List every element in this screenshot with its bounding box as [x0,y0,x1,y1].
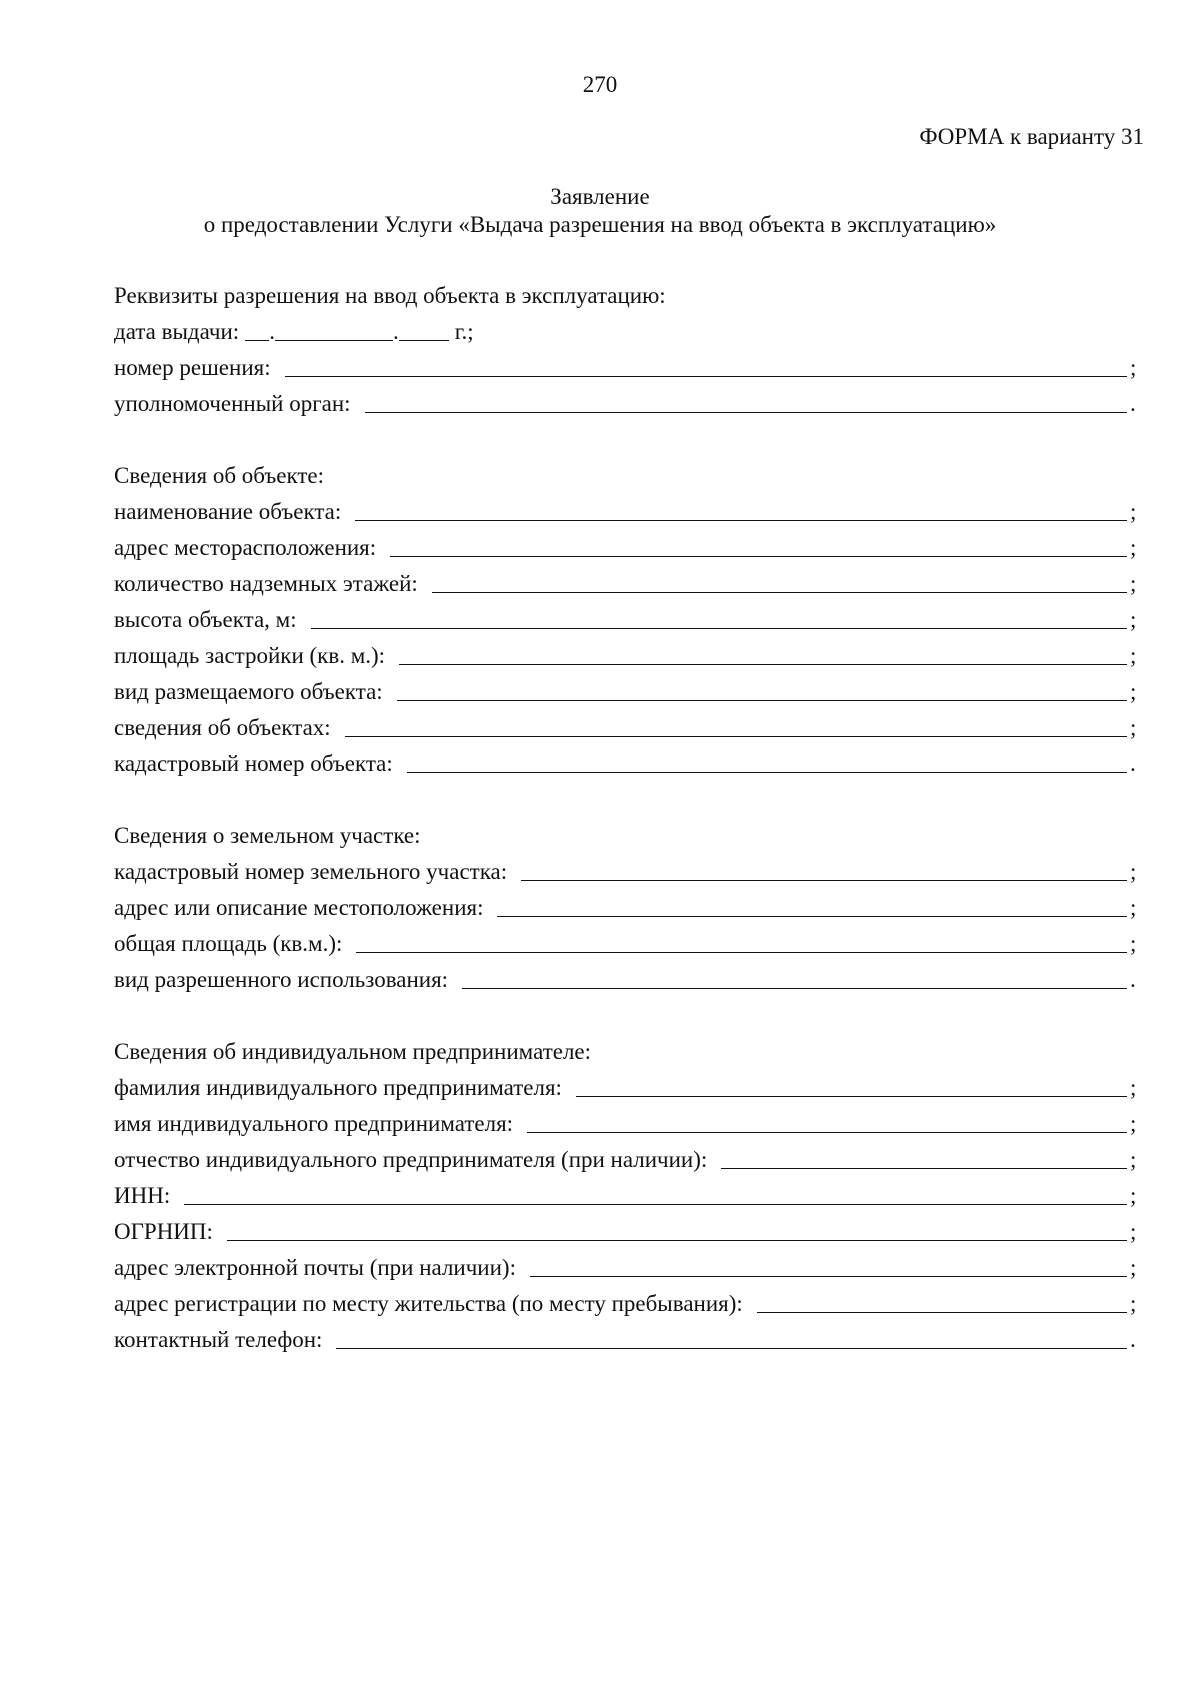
field-label: вид разрешенного использования: [114,967,449,992]
land-address-field[interactable] [497,916,1127,917]
field-label: ИНН: [114,1183,171,1208]
row-end-mark: ; [1130,355,1137,380]
date-separator: . [392,319,399,344]
form-row-land-area [114,926,1138,962]
row-end-mark: ; [1130,715,1137,740]
row-end-mark: . [1130,1327,1136,1352]
form-row-land-address [114,890,1138,926]
permitted-use-field[interactable] [462,988,1127,989]
phone-field[interactable] [336,1348,1127,1349]
form-row-objects-info [114,710,1138,746]
row-end-mark: ; [1130,571,1137,596]
row-end-mark: ; [1130,643,1137,668]
row-end-mark: ; [1130,1147,1137,1172]
field-label: высота объекта, м: [114,607,297,632]
field-label: общая площадь (кв.м.): [114,931,343,956]
form-row-floors [114,566,1138,602]
object-cadastral-field[interactable] [407,772,1127,773]
row-end-mark: ; [1130,859,1137,884]
decision-number-field[interactable] [285,376,1127,377]
field-label: площадь застройки (кв. м.): [114,643,386,668]
section-header: Сведения об объекте: [114,463,325,488]
form-row-object-name [114,494,1138,530]
issue-date-label: дата выдачи: [114,319,240,344]
row-end-mark: . [1130,967,1136,992]
form-row-object-address [114,530,1138,566]
building-area-field[interactable] [399,664,1127,665]
first-name-field[interactable] [527,1132,1127,1133]
field-label: наименование объекта: [114,499,342,524]
authority-field[interactable] [365,412,1127,413]
issue-date-year-field[interactable] [399,340,449,341]
form-row-inn [114,1178,1138,1214]
form-row-building-area [114,638,1138,674]
issue-date-suffix: г.; [454,319,474,344]
row-end-mark: ; [1130,1291,1137,1316]
land-area-field[interactable] [356,952,1127,953]
row-end-mark: . [1130,391,1136,416]
field-label: кадастровый номер объекта: [114,751,393,776]
row-end-mark: ; [1130,931,1137,956]
form-row-permitted-use [114,962,1138,998]
row-end-mark: ; [1130,679,1137,704]
land-cadastral-field[interactable] [521,880,1127,881]
form-row-authority [114,386,1138,422]
section-header: Сведения о земельном участке: [114,823,421,848]
floors-field[interactable] [432,592,1127,593]
row-end-mark: ; [1130,535,1137,560]
row-end-mark: ; [1130,1219,1137,1244]
page-number: 270 [582,72,618,97]
row-end-mark: ; [1130,895,1137,920]
form-row-first-name [114,1106,1138,1142]
issue-date-row [114,314,1138,350]
field-label: вид размещаемого объекта: [114,679,383,704]
height-field[interactable] [311,628,1127,629]
field-label: отчество индивидуального предпринимателя (при наличии): [114,1147,708,1172]
field-label: адрес регистрации по месту жительства (по месту пребывания): [114,1291,743,1316]
field-label: контактный телефон: [114,1327,323,1352]
object-type-field[interactable] [397,700,1127,701]
field-label: сведения об объектах: [114,715,331,740]
field-label: адрес или описание местоположения: [114,895,484,920]
field-label: фамилия индивидуального предпринимателя: [114,1075,562,1100]
row-end-mark: ; [1130,1255,1137,1280]
row-end-mark: ; [1130,499,1137,524]
form-row-email [114,1250,1138,1286]
form-variant-label: ФОРМА к варианту 31 [919,124,1144,149]
row-end-mark: ; [1130,1075,1137,1100]
row-end-mark: ; [1130,607,1137,632]
row-end-mark: ; [1130,1183,1137,1208]
inn-field[interactable] [184,1204,1127,1205]
field-label: уполномоченный орган: [114,391,351,416]
object-address-field[interactable] [390,556,1127,557]
form-row-registration-address [114,1286,1138,1322]
field-label: ОГРНИП: [114,1219,213,1244]
form-body [114,278,1138,1394]
section-header: Реквизиты разрешения на ввод объекта в эксплуатацию: [114,283,666,308]
ogrnip-field[interactable] [227,1240,1127,1241]
form-row-decision-number [114,350,1138,386]
form-row-height [114,602,1138,638]
form-row-phone [114,1322,1138,1358]
document-title [0,183,1200,239]
row-end-mark: ; [1130,1111,1137,1136]
issue-date-day-field[interactable] [245,340,269,341]
row-end-mark: . [1130,751,1136,776]
objects-info-field[interactable] [345,736,1127,737]
form-row-ogrnip [114,1214,1138,1250]
form-row-surname [114,1070,1138,1106]
section-entrepreneur [114,1034,1138,1358]
title-line-2: о предоставлении Услуги «Выдача разрешения на ввод объекта в эксплуатацию» [203,212,997,237]
date-separator: . [269,319,275,344]
field-label: имя индивидуального предпринимателя: [114,1111,514,1136]
field-label: количество надземных этажей: [114,571,418,596]
form-row-object-type [114,674,1138,710]
section-header: Сведения об индивидуальном предпринимателе: [114,1039,592,1064]
form-row-patronymic [114,1142,1138,1178]
object-name-field[interactable] [355,520,1127,521]
issue-date-month-field[interactable] [275,340,393,341]
form-row-object-cadastral [114,746,1138,782]
form-row-land-cadastral [114,854,1138,890]
email-field[interactable] [530,1276,1127,1277]
section-permit [114,278,1138,422]
title-line-1: Заявление [550,184,650,209]
field-label: адрес месторасположения: [114,535,377,560]
section-land [114,818,1138,998]
field-label: адрес электронной почты (при наличии): [114,1255,516,1280]
patronymic-field[interactable] [721,1168,1127,1169]
field-label: номер решения: [114,355,271,380]
registration-address-field[interactable] [757,1312,1127,1313]
section-object [114,458,1138,782]
surname-field[interactable] [576,1096,1127,1097]
field-label: кадастровый номер земельного участка: [114,859,508,884]
